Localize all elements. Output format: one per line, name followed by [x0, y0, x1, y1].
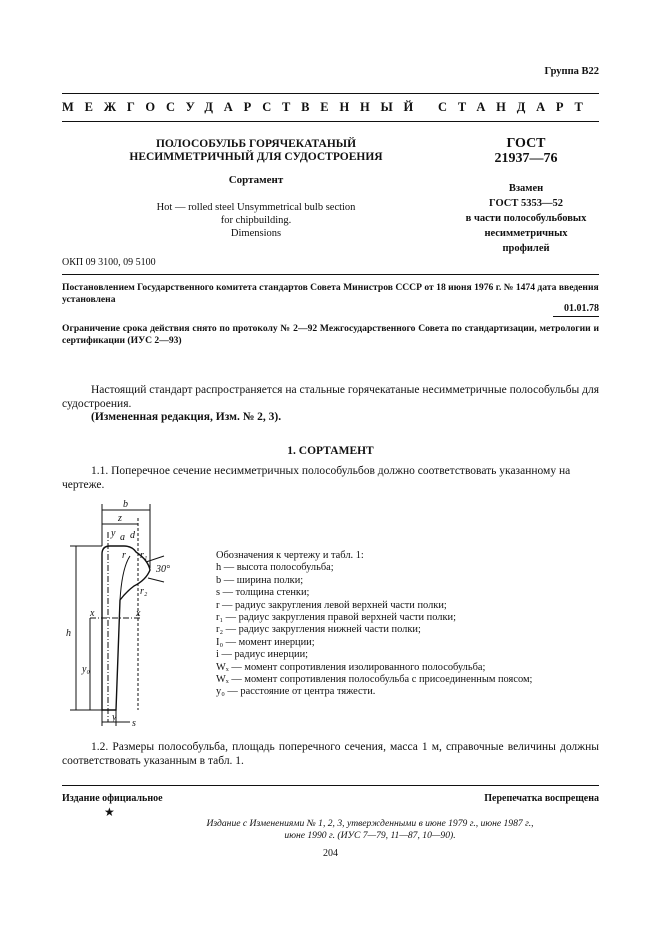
star-icon: ★	[104, 805, 115, 819]
replaces-block	[456, 181, 596, 256]
page-number: 204	[323, 848, 338, 859]
standard-banner: МЕЖГОСУДАРСТВЕННЫЙ СТАНДАРТ	[62, 100, 594, 114]
date-underline	[553, 316, 599, 317]
gost-number	[456, 136, 596, 166]
title-line-2: НЕСИММЕТРИЧНЫЙ ДЛЯ СУДОСТРОЕНИЯ	[129, 151, 383, 163]
label-y-top: y	[111, 528, 116, 539]
label-y-bottom: y	[112, 712, 117, 723]
group-code: Группа В22	[544, 66, 599, 77]
gost-code: 21937—76	[494, 151, 558, 166]
banner-rule	[62, 121, 599, 122]
title-line-1: ПОЛОСОБУЛЬБ ГОРЯЧЕКАТАНЫЙ	[155, 138, 357, 150]
label-d: d	[130, 530, 135, 541]
replace-line: в части полособульбовых	[465, 213, 587, 224]
bulb-section-drawing	[60, 496, 210, 732]
legend-item: s — толщина стенки;	[216, 587, 310, 599]
label-y0: y₀	[82, 664, 90, 675]
okp-rule	[62, 274, 599, 275]
label-angle: 30°	[156, 564, 170, 575]
legend-item: y₀ — расстояние от центра тяжести.	[216, 686, 376, 698]
intro-amendment-note: (Измененная редакция, Изм. № 2, 3).	[91, 411, 282, 423]
label-r: r	[122, 550, 126, 561]
clause-1-2: 1.2. Размеры полособульба, площадь поперечного сечения, масса 1 м, справочные величины должны соответствовать указанным в табл. 1.	[62, 741, 599, 767]
replace-line: Взамен	[508, 183, 544, 194]
decree-text: Постановлением Государственного комитета стандартов Совета Министров СССР от 18 июня 1976 г. № 1474 дата введения установлена	[62, 282, 599, 305]
replace-line: ГОСТ 5353—52	[489, 198, 563, 209]
label-a: a	[120, 532, 125, 543]
english-title	[62, 201, 450, 240]
label-s: s	[132, 718, 136, 729]
top-rule	[62, 93, 599, 94]
legend-item: Wₓ — момент сопротивления полособульба с присоединенным поясом;	[216, 674, 533, 686]
amendments-line-1: Издание с Изменениями № 1, 2, 3, утвержденными в июне 1979 г., июне 1987 г.,	[206, 818, 534, 829]
reprint-prohibited-label: Перепечатка воспрещена	[484, 793, 599, 804]
effective-date: 01.01.78	[564, 303, 599, 314]
footer-rule	[62, 785, 599, 786]
official-edition-label: Издание официальное	[62, 793, 163, 804]
legend-item: i — радиус инерции;	[216, 649, 309, 661]
legend-item: Wₓ — момент сопротивления изолированного полособульба;	[216, 661, 486, 673]
label-b: b	[123, 499, 128, 510]
english-line-1: Hot — rolled steel Unsymmetrical bulb section	[156, 202, 356, 213]
legend-item: h — высота полособульба;	[216, 562, 334, 574]
okp-code: ОКП 09 3100, 09 5100	[62, 257, 156, 268]
label-x-right: x	[136, 608, 141, 619]
drawing-legend	[216, 550, 532, 699]
label-r1: r₁	[140, 550, 148, 561]
label-x-left: x	[90, 608, 95, 619]
english-line-2: for chipbuilding.	[220, 215, 292, 226]
amendments-note	[160, 818, 580, 842]
intro-paragraph: Настоящий стандарт распространяется на стальные горячекатаные несимметричные полособульбы для судостроения.	[62, 384, 599, 410]
label-h: h	[66, 628, 71, 639]
legend-heading: Обозначения к чертежу и табл. 1:	[216, 550, 364, 561]
replace-line: несимметричных	[484, 228, 568, 239]
clause-1-1: 1.1. Поперечное сечение несимметричных полособульбов должно соответствовать указанному на чертеже.	[62, 465, 571, 491]
legend-item: r₂ — радиус закругления нижней части полки;	[216, 624, 421, 636]
replace-line: профилей	[502, 243, 550, 254]
document-title	[62, 138, 450, 164]
gost-label: ГОСТ	[506, 136, 546, 151]
english-line-3: Dimensions	[230, 228, 282, 239]
legend-item: r₁ — радиус закругления правой верхней части полки;	[216, 612, 456, 624]
section-heading: 1. СОРТАМЕНТ	[287, 445, 374, 457]
legend-item: I₀ — момент инерции;	[216, 636, 315, 648]
document-subtitle: Сортамент	[228, 174, 284, 186]
label-zg: z	[118, 513, 122, 524]
legend-item: b — ширина полки;	[216, 574, 304, 586]
limitation-text: Ограничение срока действия снято по протоколу № 2—92 Межгосударственного Совета по стандартизации, метрологии и сертификации (ИУС 2—93)	[62, 323, 599, 346]
profile-outline	[102, 546, 150, 710]
legend-item: r — радиус закругления левой верхней части полки;	[216, 599, 447, 611]
label-r2: r₂	[140, 586, 148, 597]
amendments-line-2: июне 1990 г. (ИУС 7—79, 11—87, 10—90).	[284, 830, 456, 841]
